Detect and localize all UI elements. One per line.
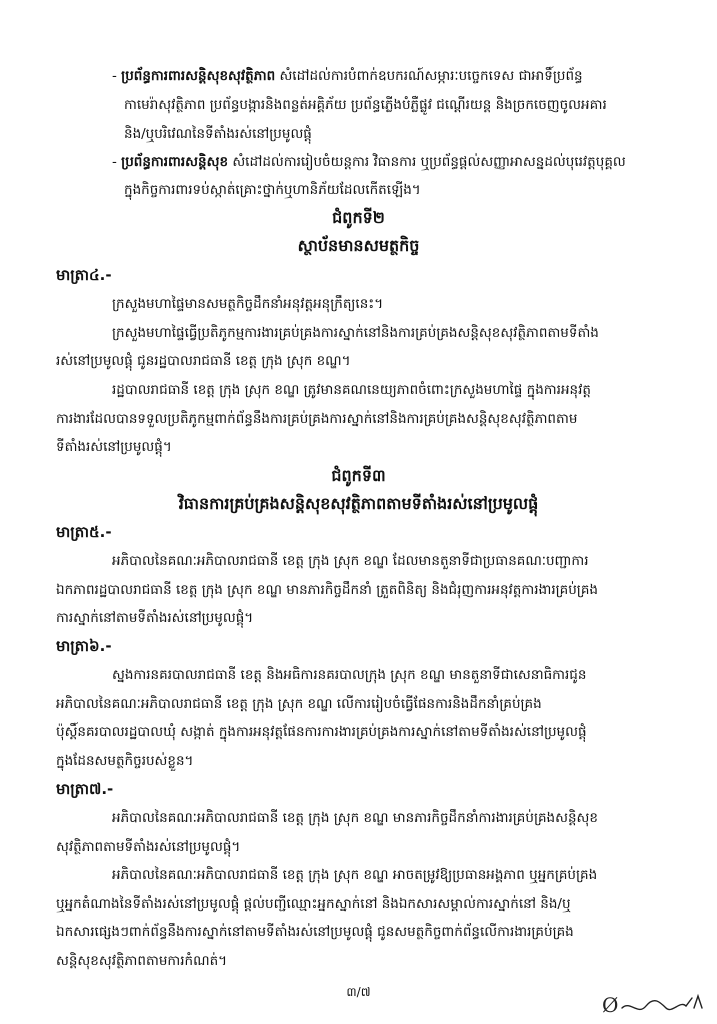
bullet-2-line-1 [112,152,626,172]
bullet-term: ប្រព័ន្ធការពារសន្តិសុខ [121,154,229,170]
bullet-dash: - [112,68,117,84]
article-6-line-3: ប៉ុស្តិ៍នគរបាលរដ្ឋបាលឃុំ សង្កាត់ ក្នុងការអនុវត្តផែនការការងារគ្រប់គ្រងការស្នាក់នៅតាមទីតាំងរស់នៅប្រមូលផ្ដុំ [56,724,587,740]
chapter-3-title: វិធានការគ្រប់គ្រងសន្តិសុខសុវត្ថិភាពតាមទីតាំងរស់នៅប្រមូលផ្ដុំ [178,494,539,513]
article-6-line-4: ក្នុងដែនសមត្ថកិច្ចរបស់ខ្លួន។ [56,753,194,769]
bullet-text: សំដៅដល់ការរៀបចំយន្តការ វិធានការ ឬប្រព័ន្ធផ្ដល់សញ្ញាអាសន្នដល់បុរេវត្តបុគ្គល [232,154,626,170]
article-4-paragraph-3-line-2: ការងារដែលបានទទួលប្រតិភូកម្មពាក់ព័ន្ធនឹងការគ្រប់គ្រងការស្នាក់នៅនិងការគ្រប់គ្រងសន្តិសុខសុវត្ថិភាពតាម [56,411,578,427]
article-4-paragraph-3-line-1: រដ្ឋបាលរាជធានី ខេត្ត ក្រុង ស្រុក ខណ្ឌ ត្រូវមានគណនេយ្យភាពចំពោះក្រសួងមហាផ្ទៃ ក្នុងការអនុវត្ត [112,382,591,398]
article-7-paragraph-2-line-4: សន្តិសុខសុវត្ថិភាពតាមការកំណត់។ [56,953,228,969]
article-4-paragraph-1: ក្រសួងមហាផ្ទៃមានសមត្ថកិច្ចដឹកនាំអនុវត្តអនុក្រឹត្យនេះ។ [112,296,384,312]
article-4-heading: មាត្រា៤.- [56,266,112,284]
article-7-paragraph-2-line-1: អភិបាលនៃគណៈអភិបាលរាជធានី ខេត្ត ក្រុង ស្រុក ខណ្ឌ អាចតម្រូវឱ្យប្រធានអង្គភាព ឬអ្នកគ្រប់គ្រង [112,867,598,883]
bullet-term: ប្រព័ន្ធការពារសន្តិសុខសុវត្ថិភាព [121,68,276,84]
article-7-paragraph-1-line-2: សុវត្ថិភាពតាមទីតាំងរស់នៅប្រមូលផ្ដុំ។ [56,839,241,855]
bullet-text: សំដៅដល់ការបំពាក់ឧបករណ៍សម្ភារៈបច្ចេកទេស ជាអាទិ៍ប្រព័ន្ធ [279,68,583,84]
article-7-paragraph-2-line-2: ឬអ្នកតំណាងនៃទីតាំងរស់នៅប្រមូលផ្ដុំ ផ្ដល់បញ្ជីឈ្មោះអ្នកស្នាក់នៅ និងឯកសារសម្គាល់ការស្នាក់នៅ និង/ឬ [56,896,571,912]
signature-initial: Ø [602,993,619,1017]
bullet-dash: - [112,154,117,170]
chapter-2-title: ស្ថាប័នមានសមត្ថកិច្ច [297,236,420,255]
bullet-1-line-3: និង/ឬបរិវេណនៃទីតាំងរស់នៅប្រមូលផ្ដុំ [124,126,312,142]
chapter-3-number: ជំពូកទី៣ [331,466,386,485]
article-5-line-1: អភិបាលនៃគណៈអភិបាលរាជធានី ខេត្ត ក្រុង ស្រុក ខណ្ឌ ដែលមានតួនាទីជាប្រធានគណៈបញ្ជាការ [112,553,589,569]
article-4-paragraph-2-line-1: ក្រសួងមហាផ្ទៃធ្វើប្រតិភូកម្មការងារគ្រប់គ្រងការស្នាក់នៅនិងការគ្រប់គ្រងសន្តិសុខសុវត្ថិភាពតាមទីតាំង [112,325,599,341]
article-7-paragraph-1-line-1: អភិបាលនៃគណៈអភិបាលរាជធានី ខេត្ត ក្រុង ស្រុក ខណ្ឌ មានភារកិច្ចដឹកនាំការងារគ្រប់គ្រងសន្តិសុខ [112,810,598,826]
article-5-line-2: ឯកភាពរដ្ឋបាលរាជធានី ខេត្ត ក្រុង ស្រុក ខណ្ឌ មានភារកិច្ចដឹកនាំ ត្រួតពិនិត្យ និងជំរុញការអនុវត្តការងារគ្រប់គ្រង [56,582,598,598]
bullet-1-line-2: កាមេរ៉ាសុវត្ថិភាព ប្រព័ន្ធបង្ការនិងពន្លត់អគ្គិភ័យ ប្រព័ន្ធភ្លើងបំភ្លឺផ្លូវ ជណ្ដើរយន្ត និងច្រកចេញចូលអគារ [124,97,607,113]
bullet-1-line-1 [112,66,583,86]
article-6-heading: មាត្រា៦.- [56,637,112,655]
article-5-heading: មាត្រា៥.- [56,523,112,541]
article-4-paragraph-2-line-2: រស់នៅប្រមូលផ្ដុំ ជូនរដ្ឋបាលរាជធានី ខេត្ត ក្រុង ស្រុក ខណ្ឌ។ [56,353,351,369]
article-7-paragraph-2-line-3: ឯកសារផ្សេងៗពាក់ព័ន្ធនឹងការស្នាក់នៅតាមទីតាំងរស់នៅប្រមូលផ្ដុំ ជូនសមត្ថកិច្ចពាក់ព័ន្ធលើការងារគ្រប់គ្រង [56,924,574,940]
handwritten-signature [600,990,710,1020]
chapter-2-number: ជំពូកទី២ [332,208,385,227]
page-number: ៣/៧ [346,985,371,999]
article-7-heading: មាត្រា៧.- [56,780,114,798]
article-5-line-3: ការស្នាក់នៅតាមទីតាំងរស់នៅប្រមូលផ្ដុំ។ [56,610,254,626]
article-6-line-2: អភិបាលនៃគណៈអភិបាលរាជធានី ខេត្ត ក្រុង ស្រុក ខណ្ឌ លើការរៀបចំធ្វើផែនការនិងដឹកនាំគ្រប់គ្រង [56,696,542,712]
article-4-paragraph-3-line-3: ទីតាំងរស់នៅប្រមូលផ្ដុំ។ [56,439,172,455]
bullet-2-line-2: ក្នុងកិច្ចការពារទប់ស្កាត់គ្រោះថ្នាក់ឬហានិភ័យដែលកើតឡើង។ [124,182,421,198]
article-6-line-1: ស្នងការនគរបាលរាជធានី ខេត្ត និងអធិការនគរបាលក្រុង ស្រុក ខណ្ឌ មានតួនាទីជាសេនាធិការជូន [112,667,587,683]
